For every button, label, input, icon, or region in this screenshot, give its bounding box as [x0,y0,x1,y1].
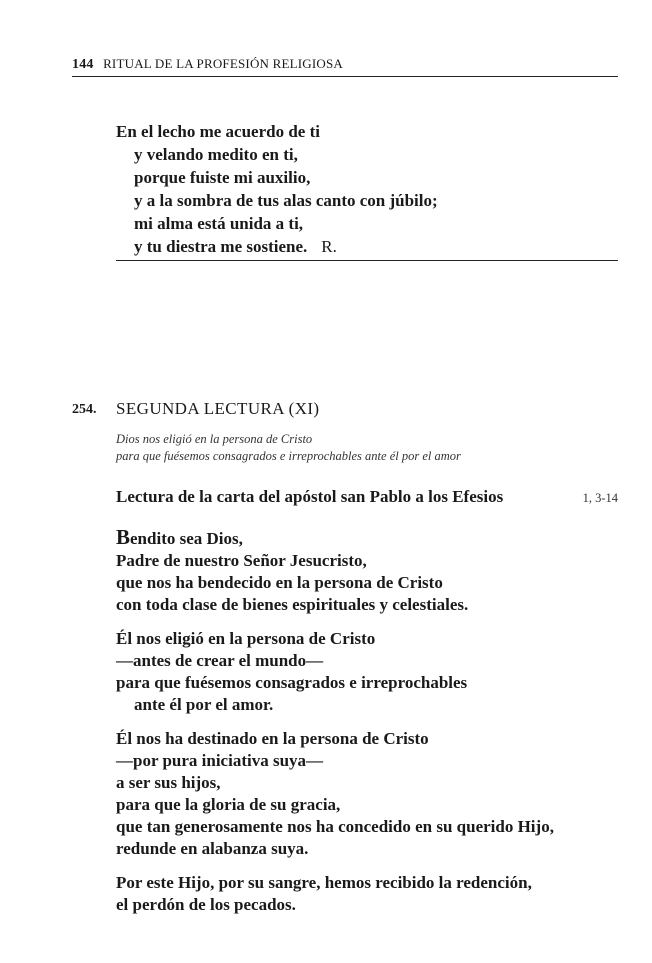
reading-line-text: endito sea Dios, [130,529,243,548]
reading-line: Él nos ha destinado en la persona de Cristo [116,729,429,748]
reading-line: ante él por el amor. [134,695,274,714]
reading-line: Padre de nuestro Señor Jesucristo, [116,551,367,570]
psalm-line: mi alma está unida a ti, [134,214,304,233]
reading-line: que tan generosamente nos ha concedido en su querido Hijo, [116,817,554,836]
initial-letter: B [116,525,131,549]
psalm-line-text: y tu diestra me sostiene. [134,237,308,256]
header-rule [72,76,618,77]
reading-line: Él nos eligió en la persona de Cristo [116,629,376,648]
subtitle-line: Dios nos eligió en la persona de Cristo [116,432,313,446]
reading-line: redunde en alabanza suya. [116,839,309,858]
reading-line: que nos ha bendecido en la persona de Cristo [116,573,443,592]
reading-text [116,526,626,928]
reading-line: con toda clase de bienes espirituales y celestiales. [116,595,469,614]
section-number: 254. [72,402,97,417]
reading-line: —por pura iniciativa suya— [116,751,324,770]
psalm-line: En el lecho me acuerdo de ti [116,122,320,141]
reading-line: para que fuésemos consagrados e irreprochables [116,673,468,692]
stanza-3 [116,728,626,860]
reading-line [116,526,626,550]
psalm-stanza [116,120,618,258]
psalm-line-last [116,235,618,258]
psalm-line: y velando medito en ti, [134,145,298,164]
running-title: RITUAL DE LA PROFESIÓN RELIGIOSA [103,56,343,71]
psalm-line: y a la sombra de tus alas canto con júbilo; [134,191,438,210]
reading-line: el perdón de los pecados. [116,895,296,914]
stanza-4 [116,872,626,916]
reading-line: a ser sus hijos, [116,773,221,792]
section-title: SEGUNDA LECTURA (XI) [116,399,320,418]
stanza-1 [116,526,626,616]
page-number: 144 [72,57,94,72]
reading-line: para que la gloria de su gracia, [116,795,341,814]
reading-title: Lectura de la carta del apóstol san Pablo a los Efesios [116,487,504,506]
response-mark: R. [321,237,337,256]
reading-line: Por este Hijo, por su sangre, hemos recibido la redención, [116,873,532,892]
psalm-rule [116,260,618,261]
subtitle-line: para que fuésemos consagrados e irreprochables ante él por el amor [116,449,461,463]
section-subtitle [116,431,618,465]
running-header [72,56,618,73]
psalm-line: porque fuiste mi auxilio, [134,168,311,187]
reading-line: —antes de crear el mundo— [116,651,324,670]
stanza-2 [116,628,626,716]
reading-reference: 1, 3-14 [582,491,618,505]
